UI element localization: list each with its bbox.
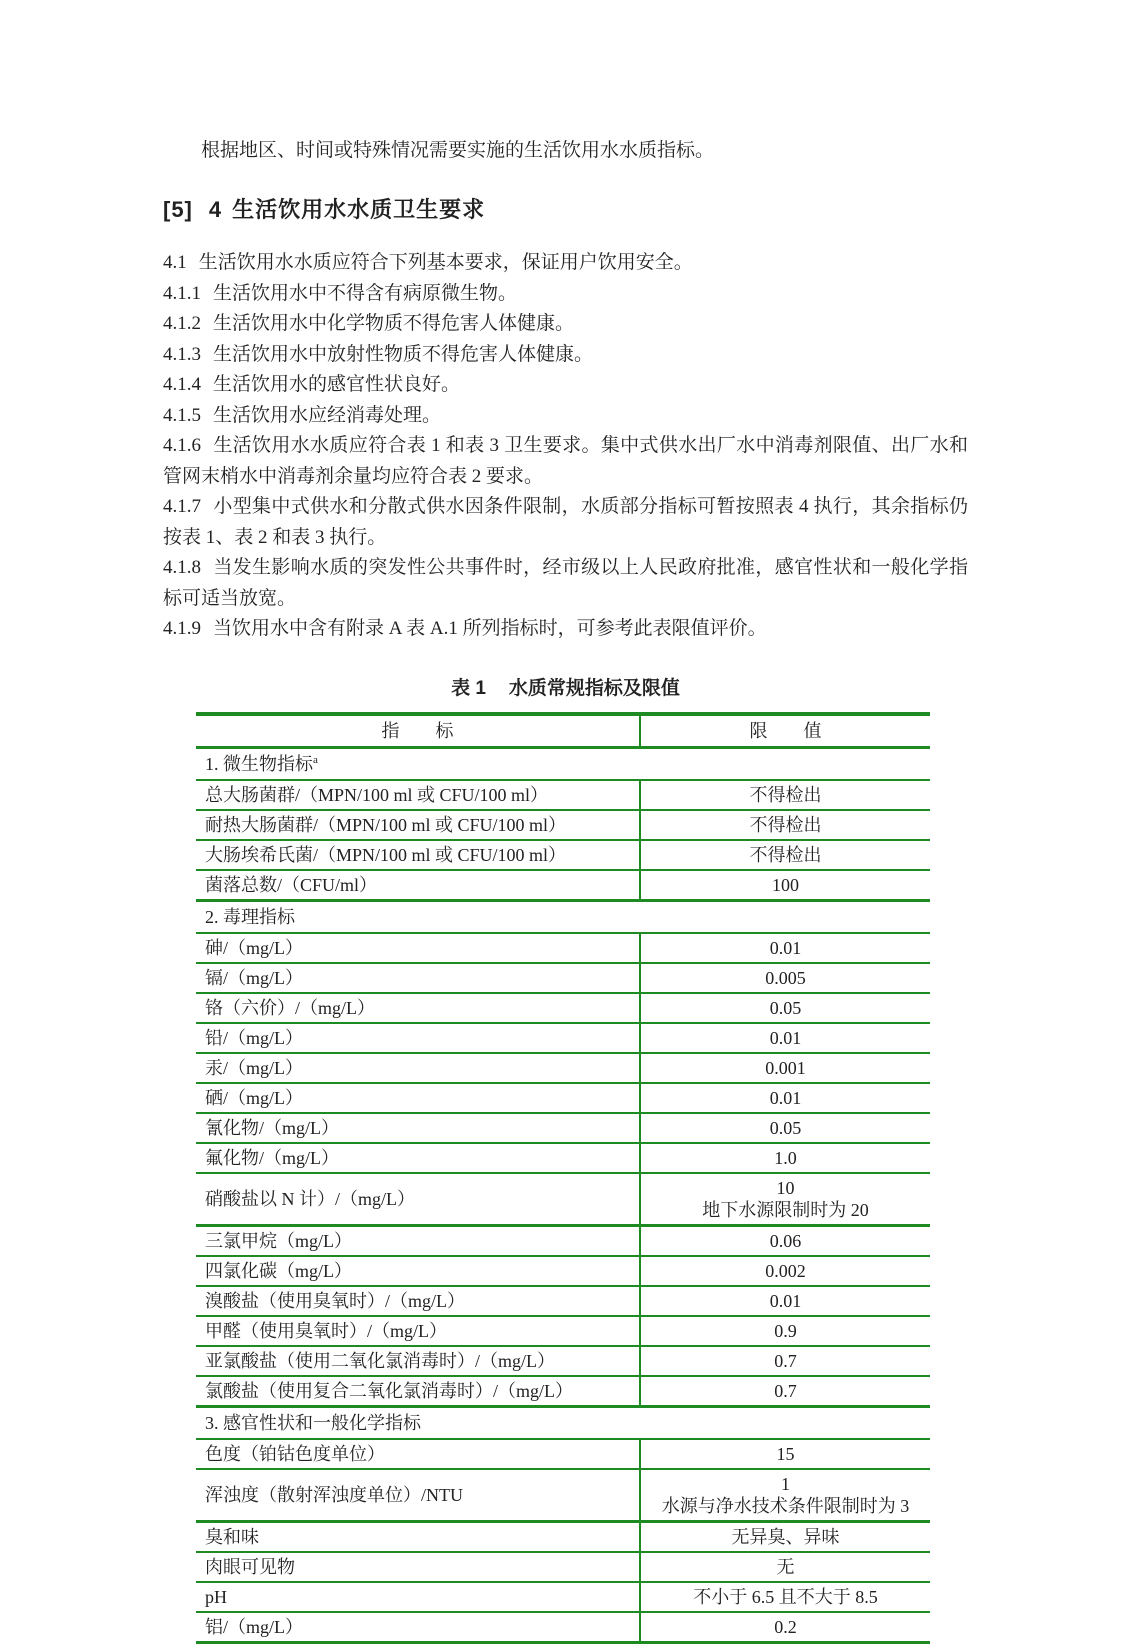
table-section-row [196, 1406, 930, 1439]
indicator-cell: 铬（六价）/（mg/L） [196, 993, 640, 1023]
limit-cell: 0.001 [640, 1053, 930, 1083]
table-row [196, 1053, 930, 1083]
limit-cell: 无异臭、异味 [640, 1521, 930, 1552]
clause-text: 生活饮用水的感官性状良好。 [213, 374, 461, 395]
clause-4.1.5 [163, 401, 968, 432]
clause-text: 生活饮用水应经消毒处理。 [213, 404, 442, 426]
limit-cell: 0.01 [640, 1083, 930, 1113]
clause-number: 4.1.8 [163, 557, 201, 578]
table-row [196, 1582, 930, 1612]
limit-cell: 0.05 [640, 993, 930, 1023]
table-row [196, 840, 930, 870]
indicator-cell: 溴酸盐（使用臭氧时）/（mg/L） [196, 1286, 640, 1316]
indicator-cell: 大肠埃希氏菌/（MPN/100 ml 或 CFU/100 ml） [196, 840, 640, 870]
limit-cell: 1.0 [640, 1143, 930, 1173]
indicator-cell: 总大肠菌群/（MPN/100 ml 或 CFU/100 ml） [196, 780, 640, 810]
footnote-marker: a [313, 753, 318, 766]
limit-line: 1 [781, 1473, 790, 1494]
limit-cell: 0.7 [640, 1346, 930, 1376]
table-row [196, 1083, 930, 1113]
indicator-cell: 硝酸盐以 N 计）/（mg/L） [196, 1173, 640, 1226]
table-row [196, 1023, 930, 1053]
clause-number: 4.1.4 [163, 374, 201, 395]
indicator-cell: 四氯化碳（mg/L） [196, 1256, 640, 1286]
table-section-row [196, 900, 930, 933]
limit-cell [640, 1173, 930, 1226]
table-row [196, 1612, 930, 1643]
table-row [196, 1376, 930, 1407]
indicator-cell: 氟化物/（mg/L） [196, 1143, 640, 1173]
indicator-cell: 肉眼可见物 [196, 1552, 640, 1582]
table-row [196, 1286, 930, 1316]
clause-list [163, 248, 968, 645]
indicator-cell: 铝/（mg/L） [196, 1612, 640, 1643]
heading-title: 生活饮用水水质卫生要求 [232, 197, 486, 222]
indicator-cell: 臭和味 [196, 1521, 640, 1552]
indicator-cell: 硒/（mg/L） [196, 1083, 640, 1113]
indicator-cell: pH [196, 1582, 640, 1612]
indicator-cell: 氯酸盐（使用复合二氧化氯消毒时）/（mg/L） [196, 1376, 640, 1407]
clause-number: 4.1 [163, 252, 187, 273]
table-row [196, 1143, 930, 1173]
clause-text: 当饮用水中含有附录 A 表 A.1 所列指标时，可参考此表限值评价。 [213, 618, 767, 639]
clause-text: 生活饮用水水质应符合表 1 和表 3 卫生要求。集中式供水出厂水中消毒剂限值、出厂水和管网末梢水中消毒剂余量均应符合表 2 要求。 [163, 435, 968, 487]
indicator-cell: 镉/（mg/L） [196, 963, 640, 993]
table-row [196, 1346, 930, 1376]
table-row [196, 1521, 930, 1552]
heading-number: 4 [208, 197, 223, 222]
table-row [196, 870, 930, 901]
limit-cell: 不得检出 [640, 780, 930, 810]
limit-cell: 0.7 [640, 1376, 930, 1407]
indicator-cell: 菌落总数/（CFU/ml） [196, 870, 640, 901]
limit-line: 地下水源限制时为 20 [702, 1199, 869, 1220]
limit-cell: 0.01 [640, 1023, 930, 1053]
section-label: 2. 毒理指标 [196, 900, 930, 933]
section-label: 1. 微生物指标$^a$ [196, 747, 930, 780]
clause-4.1.9 [163, 614, 968, 645]
limit-cell: 0.01 [640, 1286, 930, 1316]
clause-number: 4.1.7 [163, 496, 201, 517]
table-row [196, 1173, 930, 1226]
clause-number: 4.1.3 [163, 343, 201, 365]
limit-line: 10 [776, 1177, 795, 1198]
table-section-row [196, 747, 930, 780]
water-quality-standards-table [196, 712, 930, 1644]
clause-number: 4.1.5 [163, 404, 201, 426]
limit-cell: 不得检出 [640, 840, 930, 870]
table-row [196, 963, 930, 993]
indicator-cell: 耐热大肠菌群/（MPN/100 ml 或 CFU/100 ml） [196, 810, 640, 840]
clause-number: 4.1.9 [163, 618, 201, 639]
table-row [196, 1316, 930, 1346]
limit-cell: 0.9 [640, 1316, 930, 1346]
indicator-cell: 浑浊度（散射浑浊度单位）/NTU [196, 1469, 640, 1522]
clause-4.1.2 [163, 309, 968, 340]
indicator-cell: 三氯甲烷（mg/L） [196, 1225, 640, 1256]
table-row [196, 1552, 930, 1582]
limit-cell: 不小于 6.5 且不大于 8.5 [640, 1582, 930, 1612]
table-title [163, 673, 968, 700]
table-body [196, 747, 930, 1642]
clause-number: 4.1.6 [163, 435, 201, 456]
clause-number: 4.1.1 [163, 282, 201, 304]
limit-cell: 无 [640, 1552, 930, 1582]
limit-cell: 15 [640, 1439, 930, 1469]
indicator-cell: 氰化物/（mg/L） [196, 1113, 640, 1143]
indicator-cell: 汞/（mg/L） [196, 1053, 640, 1083]
clause-4.1.3 [163, 340, 968, 371]
table-row [196, 1439, 930, 1469]
section-label: 3. 感官性状和一般化学指标 [196, 1406, 930, 1439]
table-row [196, 1256, 930, 1286]
limit-column-header: 限 值 [640, 714, 930, 748]
section-heading [163, 196, 968, 224]
table-name: 水质常规指标及限值 [508, 677, 680, 699]
clause-4.1.4 [163, 370, 968, 401]
clause-text: 生活饮用水中放射性物质不得危害人体健康。 [213, 343, 594, 365]
limit-cell: 100 [640, 870, 930, 901]
clause-4.1 [163, 248, 968, 279]
heading-reference: [5] [163, 197, 193, 222]
limit-cell: 0.002 [640, 1256, 930, 1286]
table-row [196, 810, 930, 840]
table-row [196, 933, 930, 963]
indicator-cell: 甲醛（使用臭氧时）/（mg/L） [196, 1316, 640, 1346]
clause-4.1.7 [163, 492, 968, 553]
table-row [196, 993, 930, 1023]
limit-cell: 0.01 [640, 933, 930, 963]
indicator-column-header: 指 标 [196, 714, 640, 748]
table-row [196, 780, 930, 810]
table-header-row [196, 714, 930, 748]
limit-line: 水源与净水技术条件限制时为 3 [661, 1495, 910, 1516]
clause-4.1.6 [163, 431, 968, 492]
indicator-cell: 色度（铂钴色度单位） [196, 1439, 640, 1469]
clause-text: 生活饮用水水质应符合下列基本要求，保证用户饮用安全。 [198, 252, 693, 273]
indicator-cell: 铅/（mg/L） [196, 1023, 640, 1053]
indicator-cell: 亚氯酸盐（使用二氧化氯消毒时）/（mg/L） [196, 1346, 640, 1376]
clause-text: 小型集中式供水和分散式供水因条件限制，水质部分指标可暂按照表 4 执行，其余指标仍按表 1、表 2 和表 3 执行。 [163, 496, 968, 548]
limit-cell [640, 1469, 930, 1522]
indicator-cell: 砷/（mg/L） [196, 933, 640, 963]
table-row [196, 1469, 930, 1522]
clause-text: 当发生影响水质的突发性公共事件时，经市级以上人民政府批准，感官性状和一般化学指标可适当放宽。 [163, 557, 968, 609]
clause-text: 生活饮用水中化学物质不得危害人体健康。 [213, 313, 575, 334]
intro-paragraph: 根据地区、时间或特殊情况需要实施的生活饮用水水质指标。 [201, 140, 715, 161]
limit-cell: 0.05 [640, 1113, 930, 1143]
table-label: 表 1 [451, 677, 487, 699]
clause-4.1.8 [163, 553, 968, 614]
limit-cell: 不得检出 [640, 810, 930, 840]
clause-4.1.1 [163, 279, 968, 310]
limit-cell: 0.005 [640, 963, 930, 993]
clause-number: 4.1.2 [163, 313, 201, 334]
limit-cell: 0.2 [640, 1612, 930, 1643]
limit-cell: 0.06 [640, 1225, 930, 1256]
clause-text: 生活饮用水中不得含有病原微生物。 [213, 282, 518, 304]
table-row [196, 1113, 930, 1143]
table-row [196, 1225, 930, 1256]
